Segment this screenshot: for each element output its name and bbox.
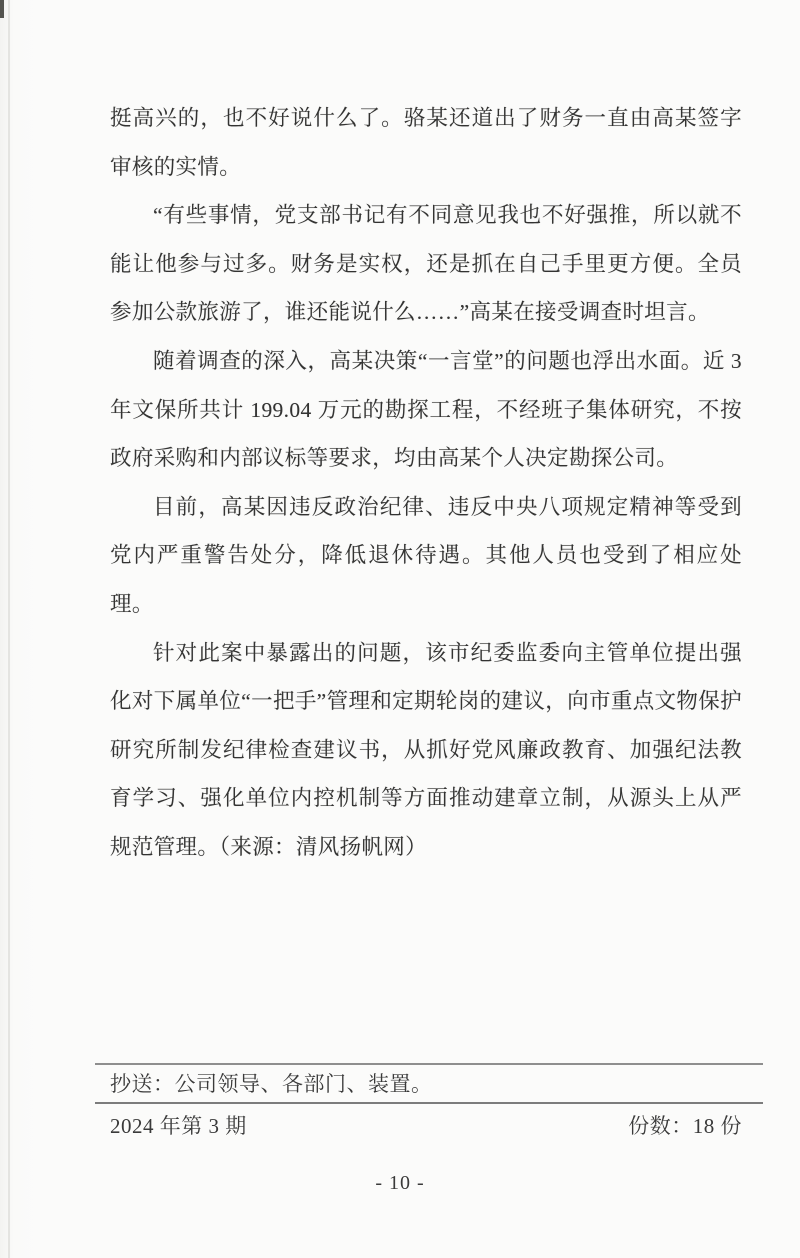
body-paragraph: 随着调查的深入，高某决策“一言堂”的问题也浮出水面。近 3 年文保所共计 199.04 万元的勘探工程，不经班子集体研究，不按政府采购和内部议标等要求，均由高某个人决定勘探公司。 <box>110 348 742 471</box>
cc-distribution-line: 抄送：公司领导、各部门、装置。 <box>110 1072 433 1096</box>
page-number: - 10 - <box>375 1172 425 1194</box>
copies-count: 份数：18 份 <box>628 1114 742 1138</box>
footer-divider-top <box>95 1063 763 1065</box>
footer-meta-row <box>110 1110 742 1142</box>
issue-number: 2024 年第 3 期 <box>110 1114 247 1138</box>
document-body <box>110 94 742 872</box>
body-paragraph: “有些事情，党支部书记有不同意见我也不好强推，所以就不能让他参与过多。财务是实权，还是抓在自己手里更方便。全员参加公款旅游了，谁还能说什么……”高某在接受调查时坦言。 <box>110 203 742 325</box>
footer-divider-bottom <box>95 1102 763 1104</box>
scan-corner-mark-artifact <box>0 0 4 18</box>
body-paragraph: 挺高兴的，也不好说什么了。骆某还道出了财务一直由高某签字审核的实情。 <box>110 106 742 179</box>
body-paragraph: 目前，高某因违反政治纪律、违反中央八项规定精神等受到党内严重警告处分，降低退休待遇。其他人员也受到了相应处理。 <box>110 494 742 616</box>
scan-edge-artifact <box>8 0 10 1258</box>
body-paragraph: 针对此案中暴露出的问题，该市纪委监委向主管单位提出强化对下属单位“一把手”管理和定期轮岗的建议，向市重点文物保护研究所制发纪律检查建议书，从抓好党风廉政教育、加强纪法教育学习、强化单位内控机制等方面推动建章立制，从源头上从严规范管理。（来源：清风扬帆网） <box>110 640 742 859</box>
